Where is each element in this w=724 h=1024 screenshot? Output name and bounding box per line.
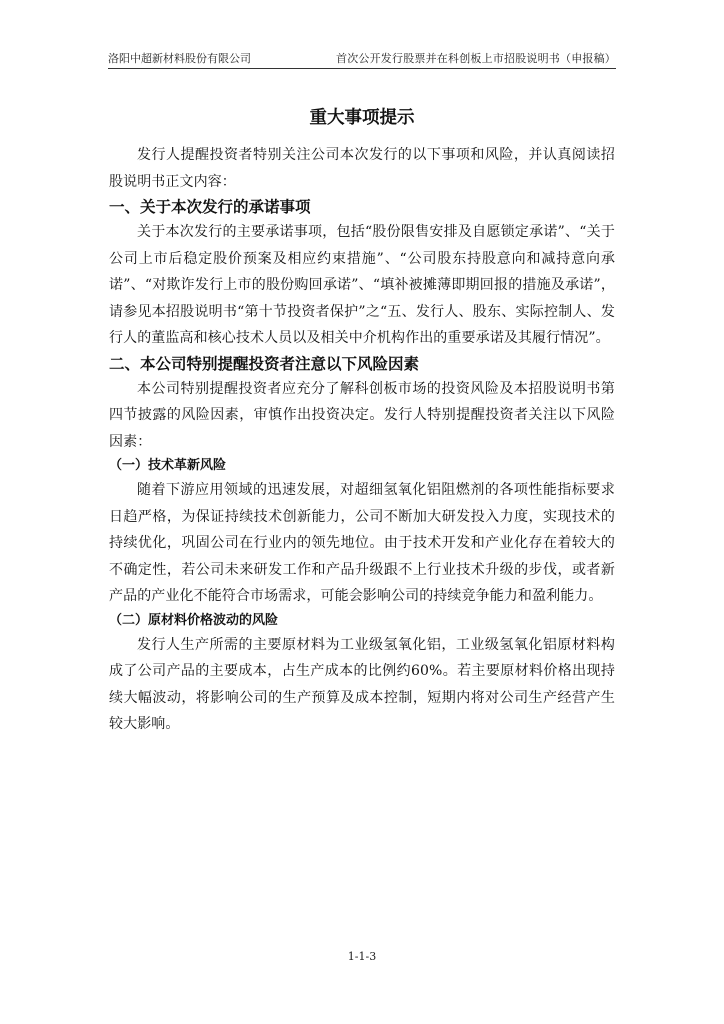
- subsection-1-paragraph: 随着下游应用领域的迅速发展，对超细氢氧化铝阻燃剂的各项性能指标要求日趋严格，为保证持续技术创新能力，公司不断加大研发投入力度，实现技术的持续优化，巩固公司在行业内的领先地位。由于技术开发和产业化存在着较大的不确定性，若公司未来研发工作和产品升级跟不上行业技术升级的步伐，或者新产品的产业化不能符合市场需求，可能会影响公司的持续竞争能力和盈利能力。: [109, 482, 615, 604]
- section-2-heading: 二、本公司特别提醒投资者注意以下风险因素: [109, 354, 420, 373]
- page-content: [109, 100, 615, 738]
- header-document-name: 首次公开发行股票并在科创板上市招股说明书（申报稿）: [336, 52, 616, 65]
- section-1-paragraph: 关于本次发行的主要承诺事项，包括“股份限售安排及自愿锁定承诺”、“关于公司上市后稳定股价预案及相应约束措施”、“公司股东持股意向和减持意向承诺”、“对欺诈发行上市的股份购回承诺”、“填补被摊薄即期回报的措施及承诺”，请参见本招股说明书“第十节投资者保护”之“五、发行人、股东、实际控制人、发行人的董监高和核心技术人员以及相关中介机构作出的重要承诺及其履行情况”。: [109, 224, 615, 346]
- section-2-paragraph: 本公司特别提醒投资者应充分了解科创板市场的投资风险及本招股说明书第四节披露的风险因素，审慎作出投资决定。发行人特别提醒投资者关注以下风险因素：: [109, 380, 615, 450]
- subsection-1-heading: （一）技术革新风险: [109, 458, 227, 473]
- page-header: [108, 48, 616, 69]
- subsection-2-paragraph: 发行人生产所需的主要原材料为工业级氢氧化铝，工业级氢氧化铝原材料构成了公司产品的主要成本，占生产成本的比例约60%。若主要原材料价格出现持续大幅波动，将影响公司的生产预算及成本控制，短期内将对公司生产经营产生较大影响。: [109, 636, 615, 732]
- section-1-heading: 一、关于本次发行的承诺事项: [109, 198, 311, 216]
- page-title: 重大事项提示: [309, 108, 415, 128]
- header-company-name: 洛阳中超新材料股份有限公司: [108, 52, 251, 65]
- subsection-2-heading: （二）原材料价格波动的风险: [109, 612, 279, 628]
- page-number: 1-1-3: [347, 950, 377, 963]
- intro-paragraph: 发行人提醒投资者特别关注公司本次发行的以下事项和风险，并认真阅读招股说明书正文内容：: [109, 147, 615, 190]
